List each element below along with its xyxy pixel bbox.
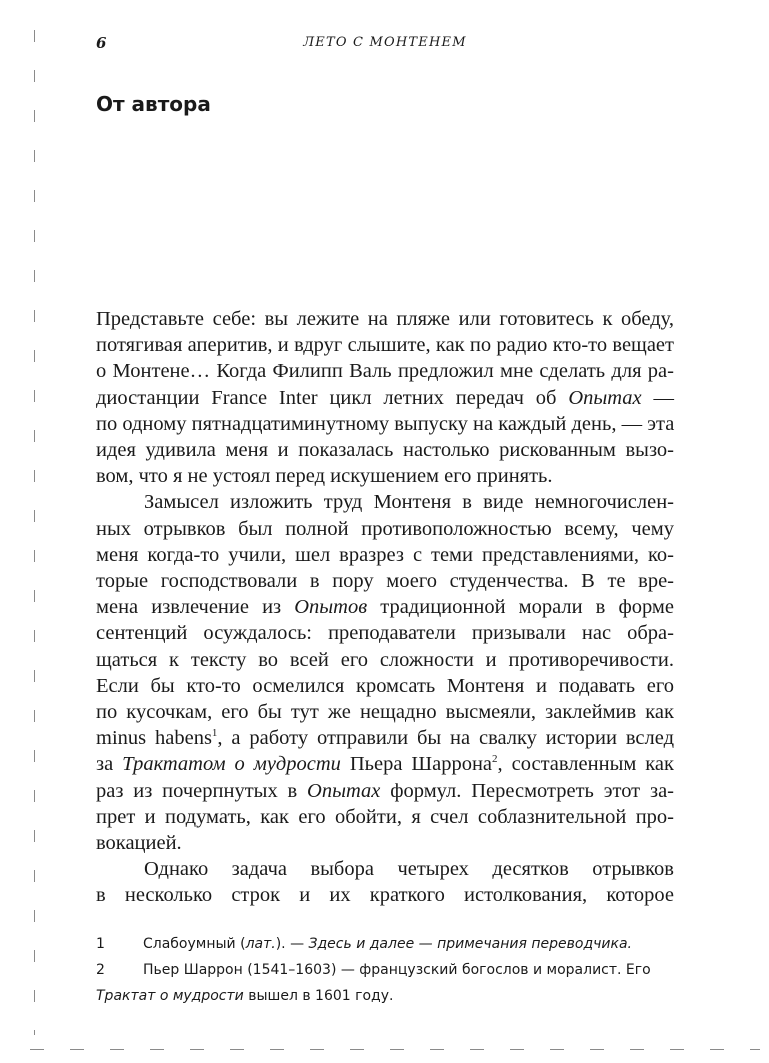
text-line: в несколько строк и их краткого истолкования, которое	[96, 884, 674, 907]
body-text	[96, 306, 674, 909]
text-line: вом, что я не устоял перед искушением его принять.	[96, 465, 553, 488]
text-line: по кусочкам, его бы тут же нещадно высмеяли, заклеймив как	[96, 701, 674, 724]
crop-marks-bottom	[30, 1049, 760, 1050]
text-line: прет и подумать, как его обойти, я счел соблазнительной про-	[96, 805, 674, 828]
text-line: Замысел изложить труд Монтеня в виде немногочислен-	[144, 491, 674, 514]
footnote-number: 1	[96, 936, 105, 952]
text-line: minus habens$^1$, а работу отправили бы на свалку истории вслед	[96, 727, 674, 750]
text-line: потягивая аперитив, и вдруг слышите, как по радио кто-то вещает	[96, 334, 674, 357]
text-line: вокацией.	[96, 832, 182, 855]
footnote-continuation: Трактат о мудрости вышел в 1601 году.	[96, 988, 394, 1004]
footnote-ref: 1	[211, 727, 218, 740]
footnote-number: 2	[96, 962, 105, 978]
text-line: меня когда-то учили, шел вразрез с теми представлениями, ко-	[96, 543, 674, 566]
footnotes	[96, 931, 674, 1009]
footnote-ref: 2	[492, 753, 498, 766]
running-title: ЛЕТО С МОНТЕНЕМ	[303, 35, 467, 50]
page-number: 6	[96, 34, 107, 52]
text-line: Если бы кто-то осмелился кромсать Монтеня и подавать его	[96, 674, 674, 697]
running-head	[96, 34, 674, 54]
crop-marks-left	[34, 30, 35, 1035]
text-line: торые господствовали в пору моего студенчества. В те вре-	[96, 570, 674, 593]
footnote: 1 Слабоумный (лат.). — Здесь и далее — примечания переводчика.	[96, 931, 674, 957]
text-line: раз из почерпнутых в Опытах формул. Пересмотреть этот за-	[96, 779, 674, 802]
text-line: за Трактатом о мудрости Пьера Шаррона$^2$, составленным как	[96, 753, 674, 776]
text-line: ных отрывков был полной противоположностью всему, чему	[96, 517, 674, 540]
text-line: сентенций осуждалось: преподаватели призывали нас обра-	[96, 622, 674, 645]
text-line: Однако задача выбора четырех десятков отрывков	[144, 858, 674, 881]
chapter-title: От автора	[96, 92, 211, 116]
text-line: Представьте себе: вы лежите на пляже или готовитесь к обеду,	[96, 308, 674, 330]
text-line: по одному пятнадцатиминутному выпуску на каждый день, — эта	[96, 412, 675, 435]
text-line: диостанции France Inter цикл летних передач об Опытах —	[96, 386, 675, 409]
footnote: 2 Пьер Шаррон (1541–1603) — французский богослов и моралист. Его	[96, 957, 674, 983]
text-line: идея удивила меня и показалась настолько рискованным вызо-	[96, 439, 674, 462]
text-line: щаться к тексту во всей его сложности и противоречивости.	[96, 648, 674, 671]
text-line: мена извлечение из Опытов традиционной морали в форме	[96, 596, 674, 619]
text-line: о Монтене… Когда Филипп Валь предложил мне сделать для ра-	[96, 360, 674, 383]
